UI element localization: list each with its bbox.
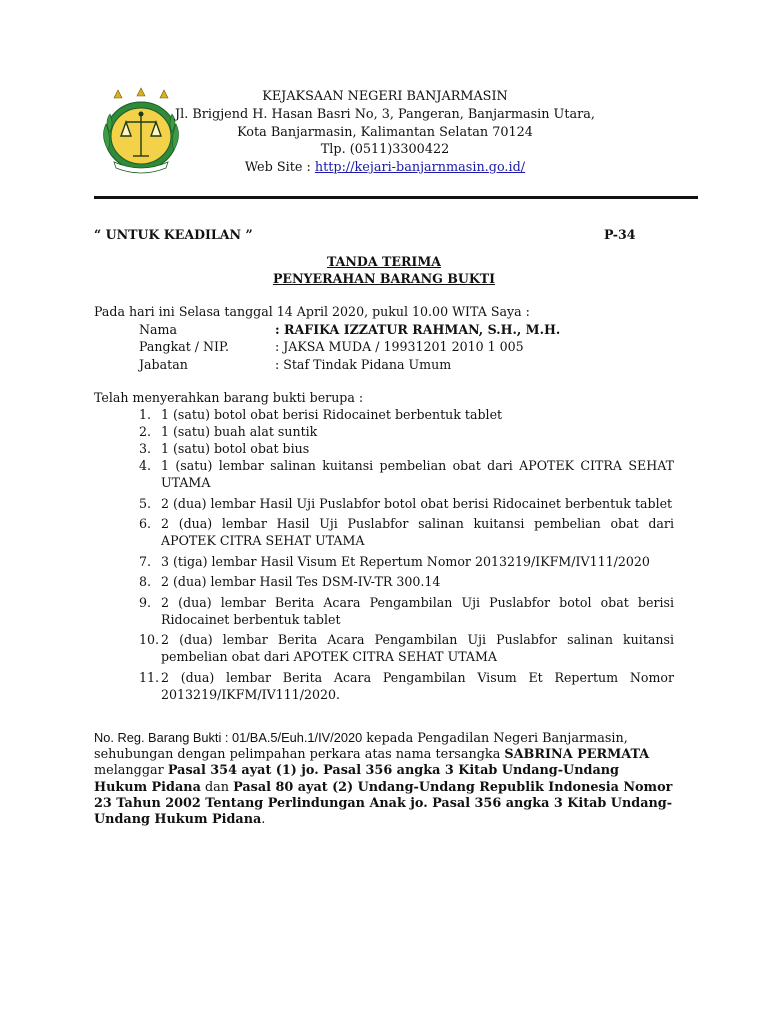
document-title: [94, 253, 674, 287]
address-line-2: Kota Banjarmasin, Kalimantan Selatan 70124: [237, 124, 533, 140]
institution-name: KEJAKSAAN NEGERI BANJARMASIN: [262, 89, 508, 104]
identity-row-rank: [139, 338, 699, 355]
article-reference: Pasal 354 ayat (1) jo. Pasal 356 angka 3 Kitab Undang-Undang Hukum Pidana: [94, 763, 620, 795]
evidence-list: [139, 406, 674, 703]
registration-number: No. Reg. Barang Bukti : 01/BA.5/Euh.1/IV/2020: [94, 730, 363, 745]
form-code: P-34: [604, 227, 636, 242]
suspect-name: SABRINA PERMATA: [504, 747, 650, 763]
list-item: 10. 2 (dua) lembar Berita Acara Pengambilan Uji Puslabfor salinan kuitansi pembelian obat dari APOTEK CITRA SEHAT UTAMA: [139, 632, 674, 664]
list-item: 9. 2 (dua) lembar Berita Acara Pengambilan Uji Puslabfor botol obat berisi Ridocainet berbentuk tablet: [139, 594, 674, 627]
letterhead: [170, 88, 600, 177]
identity-block: [139, 321, 699, 373]
list-item: 3. 1 (satu) botol obat bius: [139, 441, 310, 456]
identity-label: Jabatan: [139, 356, 188, 372]
letterhead-divider: [94, 196, 698, 199]
list-item: 7. 3 (tiga) lembar Hasil Visum Et Repertum Nomor 2013219/IKFM/IV111/2020: [139, 553, 650, 569]
list-item: 5. 2 (dua) lembar Hasil Uji Puslabfor botol obat berisi Ridocainet berbentuk tablet: [139, 495, 673, 511]
website-line: [170, 159, 600, 177]
closing-text: .: [261, 812, 266, 828]
list-item: 4. 1 (satu) lembar salinan kuitansi pembelian obat dari APOTEK CITRA SEHAT UTAMA: [139, 458, 674, 490]
phone-number: Tlp. (0511)3300422: [320, 142, 450, 158]
list-item: 11. 2 (dua) lembar Berita Acara Pengambilan Visum Et Repertum Nomor 2013219/IKFM/IV111/2020.: [139, 669, 674, 702]
list-item: 8. 2 (dua) lembar Hasil Tes DSM-IV-TR 300.14: [139, 574, 441, 589]
identity-value: : RAFIKA IZZATUR RAHMAN, S.H., M.H.: [275, 322, 561, 337]
article-reference: Pasal 80 ayat (2) Undang-Undang Republik Indonesia Nomor 23 Tahun 2002 Tentang Perlindungan Anak jo. Pasal 356 angka 3 Kitab Undang-Undang Hukum Pidana: [94, 779, 673, 828]
title-line-1: TANDA TERIMA: [326, 254, 442, 269]
list-item: 2. 1 (satu) buah alat suntik: [139, 424, 318, 439]
identity-label: Pangkat / NIP.: [139, 339, 229, 355]
list-item: 1. 1 (satu) botol obat berisi Ridocainet berbentuk tablet: [139, 407, 503, 422]
website-link[interactable]: http://kejari-banjarnmasin.go.id/: [314, 160, 526, 176]
website-label: Web Site :: [244, 160, 311, 176]
identity-value: : JAKSA MUDA / 19931201 2010 1 005: [275, 339, 524, 355]
motto: “ UNTUK KEADILAN ”: [94, 227, 253, 242]
evidence-lead: Telah menyerahkan barang bukti berupa :: [94, 390, 364, 405]
closing-text: melanggar: [94, 763, 168, 779]
identity-row-name: [139, 321, 699, 338]
closing-paragraph: [94, 730, 674, 828]
title-line-2: PENYERAHAN BARANG BUKTI: [272, 271, 496, 286]
address-line-1: Jl. Brigjend H. Hasan Basri No, 3, Pangeran, Banjarmasin Utara,: [175, 106, 595, 122]
list-item: 6. 2 (dua) lembar Hasil Uji Puslabfor salinan kuitansi pembelian obat dari APOTEK CITRA SEHAT UTAMA: [139, 516, 674, 548]
identity-row-position: [139, 356, 699, 373]
identity-value: : Staf Tindak Pidana Umum: [275, 356, 452, 372]
closing-text: kepada Pengadilan Negeri Banjarmasin, sehubungan dengan pelimpahan perkara atas nama tersangka: [94, 731, 628, 763]
closing-text: dan: [200, 779, 234, 795]
intro-sentence: Pada hari ini Selasa tanggal 14 April 2020, pukul 10.00 WITA Saya :: [94, 304, 530, 319]
identity-label: Nama: [139, 322, 177, 337]
